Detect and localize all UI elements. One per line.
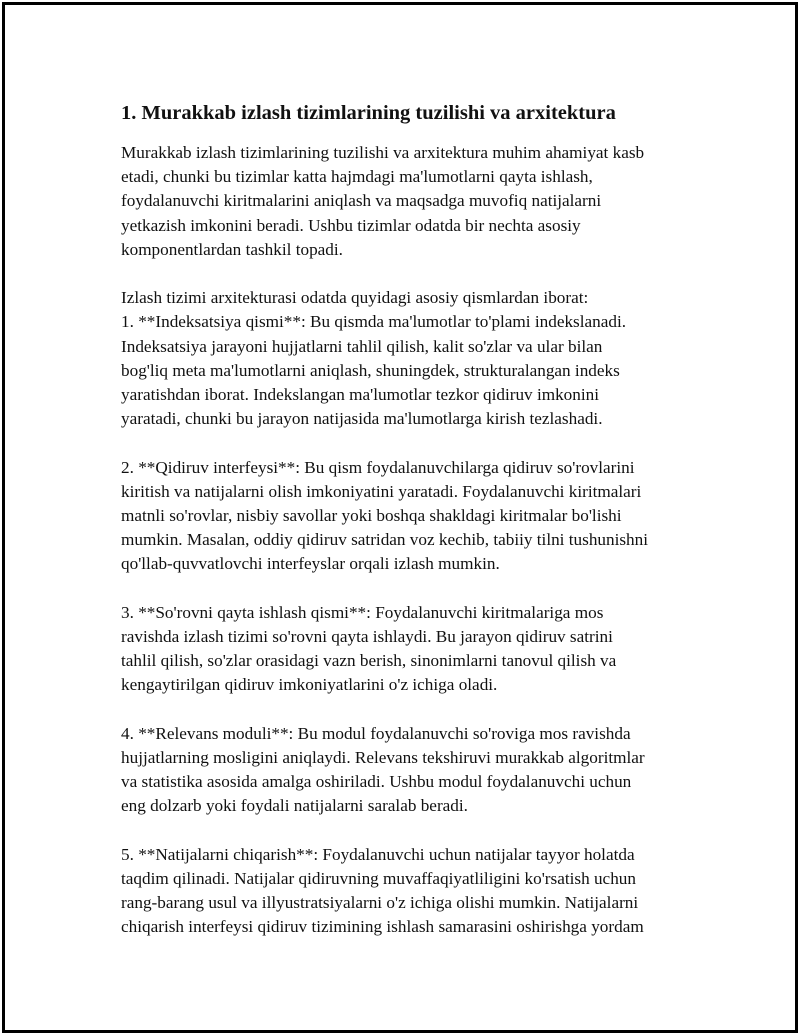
text-line: yaratadi, chunki bu jarayon natijasida ma'lumotlarga kirish tezlashadi. (121, 409, 603, 429)
text-line: chiqarish interfeysi qidiruv tizimining ishlash samarasini oshirishga yordam (121, 917, 644, 937)
text-line: bog'liq meta ma'lumotlarni aniqlash, shuningdek, strukturalangan indeks (121, 360, 620, 380)
results-output-paragraph (121, 843, 689, 940)
text-line: Izlash tizimi arxitekturasi odatda quyidagi asosiy qismlardan iborat: (121, 288, 589, 308)
paragraph-gap (121, 431, 689, 455)
text-line: 2. **Qidiruv interfeysi**: Bu qism foydalanuvchilarga qidiruv so'rovlarini (121, 457, 635, 477)
text-line: eng dolzarb yoki foydali natijalarni saralab beradi. (121, 796, 468, 816)
section-heading: 1. Murakkab izlash tizimlarining tuzilishi va arxitektura (121, 102, 616, 124)
paragraph-gap (121, 698, 689, 722)
page-frame (2, 2, 798, 1033)
text-line: hujjatlarning mosligini aniqlaydi. Relevans tekshiruvi murakkab algoritmlar (121, 748, 645, 768)
text-line: taqdim qilinadi. Natijalar qidiruvning muvaffaqiyatliligini ko'rsatish uchun (121, 869, 636, 889)
document-body (121, 99, 689, 940)
text-line: foydalanuvchi kiritmalarini aniqlash va maqsadga muvofiq natijalarni (121, 191, 602, 211)
relevance-module-paragraph (121, 722, 689, 819)
text-line: 5. **Natijalarni chiqarish**: Foydalanuvchi uchun natijalar tayyor holatda (121, 844, 635, 864)
search-interface-paragraph (121, 456, 689, 577)
text-line: mumkin. Masalan, oddiy qidiruv satridan voz kechib, tabiiy tilni tushunishni (121, 530, 649, 550)
text-line: 3. **So'rovni qayta ishlash qismi**: Foydalanuvchi kiritmalariga mos (121, 602, 604, 622)
text-line: komponentlardan tashkil topadi. (121, 239, 343, 259)
intro-paragraph (121, 141, 689, 262)
text-line: va statistika asosida amalga oshiriladi. Ushbu modul foydalanuvchi uchun (121, 772, 632, 792)
text-line: yetkazish imkonini beradi. Ushbu tizimlar odatda bir nechta asosiy (121, 215, 581, 235)
architecture-paragraph (121, 286, 689, 431)
text-line: yaratishdan iborat. Indekslangan ma'lumotlar tezkor qidiruv imkonini (121, 385, 600, 405)
text-line: 4. **Relevans moduli**: Bu modul foydalanuvchi so'roviga mos ravishda (121, 723, 631, 743)
text-line: etadi, chunki bu tizimlar katta hajmdagi ma'lumotlarni qayta ishlash, (121, 167, 593, 187)
query-processing-paragraph (121, 601, 689, 698)
text-line: kiritish va natijalarni olish imkoniyatini yaratadi. Foydalanuvchi kiritmalari (121, 481, 642, 501)
text-line: matnli so'rovlar, nisbiy savollar yoki boshqa shakldagi kiritmalar bo'lishi (121, 506, 622, 526)
text-line: 1. **Indeksatsiya qismi**: Bu qismda ma'lumotlar to'plami indekslanadi. (121, 312, 627, 332)
text-line: qo'llab-quvvatlovchi interfeyslar orqali izlash mumkin. (121, 554, 500, 574)
paragraph-gap (121, 262, 689, 286)
paragraph-gap (121, 819, 689, 843)
text-line: kengaytirilgan qidiruv imkoniyatlarini o'z ichiga oladi. (121, 675, 498, 695)
text-line: rang-barang usul va illyustratsiyalarni o'z ichiga olishi mumkin. Natijalarni (121, 893, 639, 913)
text-line: Indeksatsiya jarayoni hujjatlarni tahlil qilish, kalit so'zlar va ular bilan (121, 336, 603, 356)
text-line: Murakkab izlash tizimlarining tuzilishi va arxitektura muhim ahamiyat kasb (121, 143, 645, 162)
text-line: tahlil qilish, so'zlar orasidagi vazn berish, sinonimlarni tanovul qilish va (121, 651, 617, 671)
paragraph-gap (121, 577, 689, 601)
text-line: ravishda izlash tizimi so'rovni qayta ishlaydi. Bu jarayon qidiruv satrini (121, 627, 613, 647)
